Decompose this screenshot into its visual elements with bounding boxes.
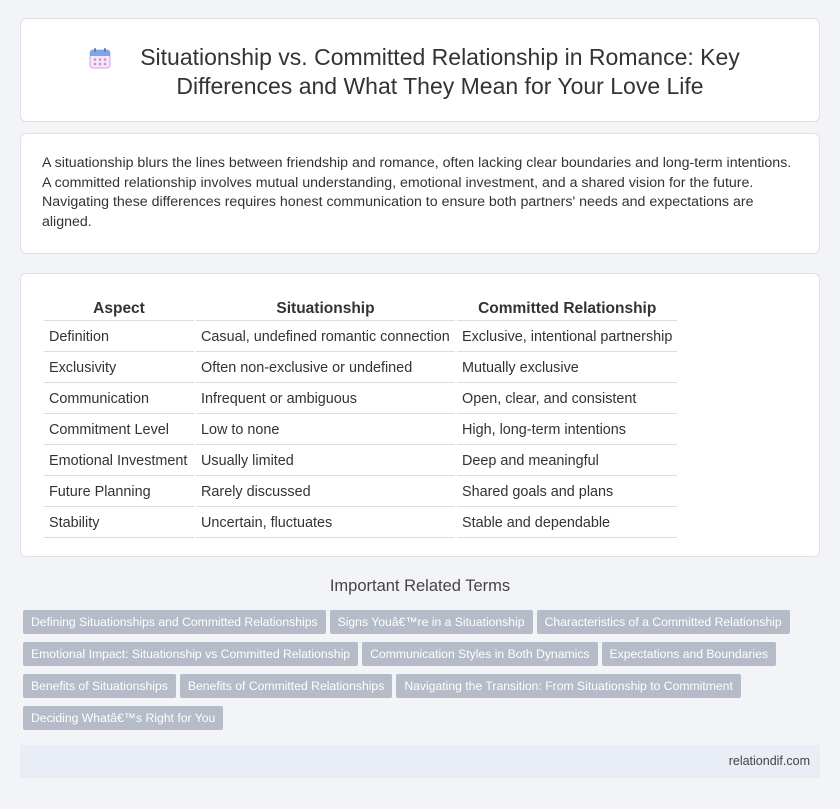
related-terms-heading: Important Related Terms <box>329 577 511 595</box>
situationship-cell: Rarely discussed <box>196 478 455 507</box>
situationship-cell: Often non-exclusive or undefined <box>196 354 455 383</box>
committed-cell: Deep and meaningful <box>457 447 677 476</box>
related-term-tag[interactable]: Expectations and Boundaries <box>602 642 777 666</box>
related-terms-list <box>23 610 813 738</box>
situationship-cell: Infrequent or ambiguous <box>196 385 455 414</box>
related-term-tag[interactable]: Signs Youâ€™re in a Situationship <box>330 610 533 634</box>
related-term-tag[interactable]: Benefits of Committed Relationships <box>180 674 392 698</box>
related-term-tag[interactable]: Benefits of Situationships <box>23 674 176 698</box>
comparison-card <box>20 273 820 557</box>
situationship-cell: Usually limited <box>196 447 455 476</box>
footer-site-link[interactable]: relationdif.com <box>728 754 810 768</box>
table-row <box>44 509 677 538</box>
intro-card <box>20 133 820 254</box>
related-term-tag[interactable]: Defining Situationships and Committed Relationships <box>23 610 326 634</box>
table-row <box>44 354 677 383</box>
table-row <box>44 478 677 507</box>
header-committed: Committed Relationship <box>457 297 677 321</box>
related-term-tag[interactable]: Emotional Impact: Situationship vs Committed Relationship <box>23 642 358 666</box>
aspect-cell: Exclusivity <box>44 354 194 383</box>
title-card <box>20 18 820 122</box>
table-row <box>44 447 677 476</box>
situationship-cell: Low to none <box>196 416 455 445</box>
table-row <box>44 385 677 414</box>
table-header-row <box>44 297 677 321</box>
related-term-tag[interactable]: Deciding Whatâ€™s Right for You <box>23 706 223 730</box>
related-term-tag[interactable]: Characteristics of a Committed Relationship <box>537 610 790 634</box>
situationship-cell: Uncertain, fluctuates <box>196 509 455 538</box>
intro-paragraph: A situationship blurs the lines between friendship and romance, often lacking clear boundaries and long-term intentions. A committed relationship involves mutual understanding, emotional investment, and a shared vision for the future. Navigating these differences requires honest communication to ensure both partners' needs and expectations are aligned. <box>42 155 792 230</box>
aspect-cell: Emotional Investment <box>44 447 194 476</box>
header-situationship: Situationship <box>196 297 455 321</box>
committed-cell: Exclusive, intentional partnership <box>457 323 677 352</box>
table-row <box>44 416 677 445</box>
committed-cell: Shared goals and plans <box>457 478 677 507</box>
committed-cell: Mutually exclusive <box>457 354 677 383</box>
committed-cell: Stable and dependable <box>457 509 677 538</box>
page-title: Situationship vs. Committed Relationship in Romance: Key Differences and What They Mean for Your Love Life <box>140 44 740 99</box>
related-term-tag[interactable]: Navigating the Transition: From Situationship to Commitment <box>396 674 741 698</box>
aspect-cell: Definition <box>44 323 194 352</box>
situationship-cell: Casual, undefined romantic connection <box>196 323 455 352</box>
aspect-cell: Communication <box>44 385 194 414</box>
committed-cell: Open, clear, and consistent <box>457 385 677 414</box>
committed-cell: High, long-term intentions <box>457 416 677 445</box>
comparison-table <box>42 295 679 540</box>
footer <box>20 745 820 778</box>
aspect-cell: Commitment Level <box>44 416 194 445</box>
table-row <box>44 323 677 352</box>
related-term-tag[interactable]: Communication Styles in Both Dynamics <box>362 642 597 666</box>
aspect-cell: Future Planning <box>44 478 194 507</box>
aspect-cell: Stability <box>44 509 194 538</box>
header-aspect: Aspect <box>44 297 194 321</box>
